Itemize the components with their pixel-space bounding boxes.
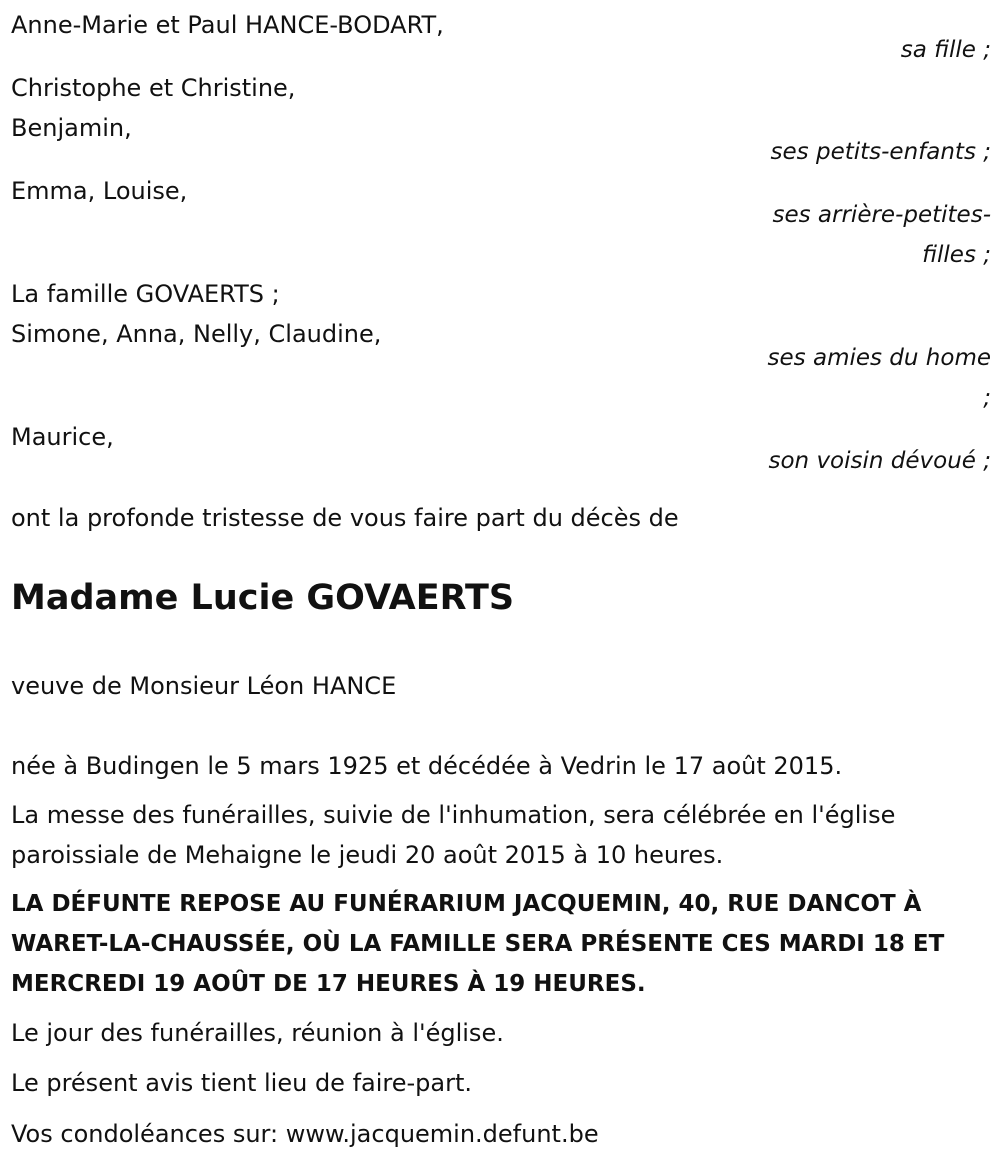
announcement-text: ont la profonde tristesse de vous faire part du décès de xyxy=(11,504,679,532)
meeting-text: Le jour des funérailles, réunion à l'église. xyxy=(11,1019,504,1047)
family-line-6: Simone, Anna, Nelly, Claudine, xyxy=(11,320,382,348)
birth-death-text: née à Budingen le 5 mars 1925 et décédée à Vedrin le 17 août 2015. xyxy=(11,752,843,780)
mass-line-1: La messe des funérailles, suivie de l'inhumation, sera célébrée en l'église xyxy=(11,801,896,829)
relation-home-friends-2: ; xyxy=(983,385,991,411)
family-line-1: Anne-Marie et Paul HANCE-BODART, xyxy=(11,11,444,39)
relation-neighbor: son voisin dévoué ; xyxy=(768,448,991,474)
relation-great-granddaughters-1: ses arrière-petites- xyxy=(772,202,991,228)
widow-of-text: veuve de Monsieur Léon HANCE xyxy=(11,672,397,700)
mass-line-2: paroissiale de Mehaigne le jeudi 20 août 2015 à 10 heures. xyxy=(11,841,724,869)
family-line-2: Christophe et Christine, xyxy=(11,74,296,102)
relation-home-friends-1: ses amies du home xyxy=(767,345,991,371)
relation-daughter: sa fille ; xyxy=(900,37,991,63)
relation-great-granddaughters-2: filles ; xyxy=(922,242,991,268)
repose-line-1: LA DÉFUNTE REPOSE AU FUNÉRARIUM JACQUEMIN, 40, RUE DANCOT À xyxy=(11,891,922,917)
family-line-5: La famille GOVAERTS ; xyxy=(11,280,280,308)
family-line-3: Benjamin, xyxy=(11,114,132,142)
repose-line-2: WARET-LA-CHAUSSÉE, OÙ LA FAMILLE SERA PRÉSENTE CES MARDI 18 ET xyxy=(11,931,945,957)
condolences-text: Vos condoléances sur: www.jacquemin.defunt.be xyxy=(11,1120,599,1148)
obituary-page xyxy=(11,0,991,1168)
repose-line-3: MERCREDI 19 AOÛT DE 17 HEURES À 19 HEURES. xyxy=(11,971,646,997)
family-line-7: Maurice, xyxy=(11,423,114,451)
deceased-name: Madame Lucie GOVAERTS xyxy=(11,578,515,618)
notice-text: Le présent avis tient lieu de faire-part. xyxy=(11,1069,473,1097)
relation-grandchildren: ses petits-enfants ; xyxy=(770,139,991,165)
family-line-4: Emma, Louise, xyxy=(11,177,188,205)
